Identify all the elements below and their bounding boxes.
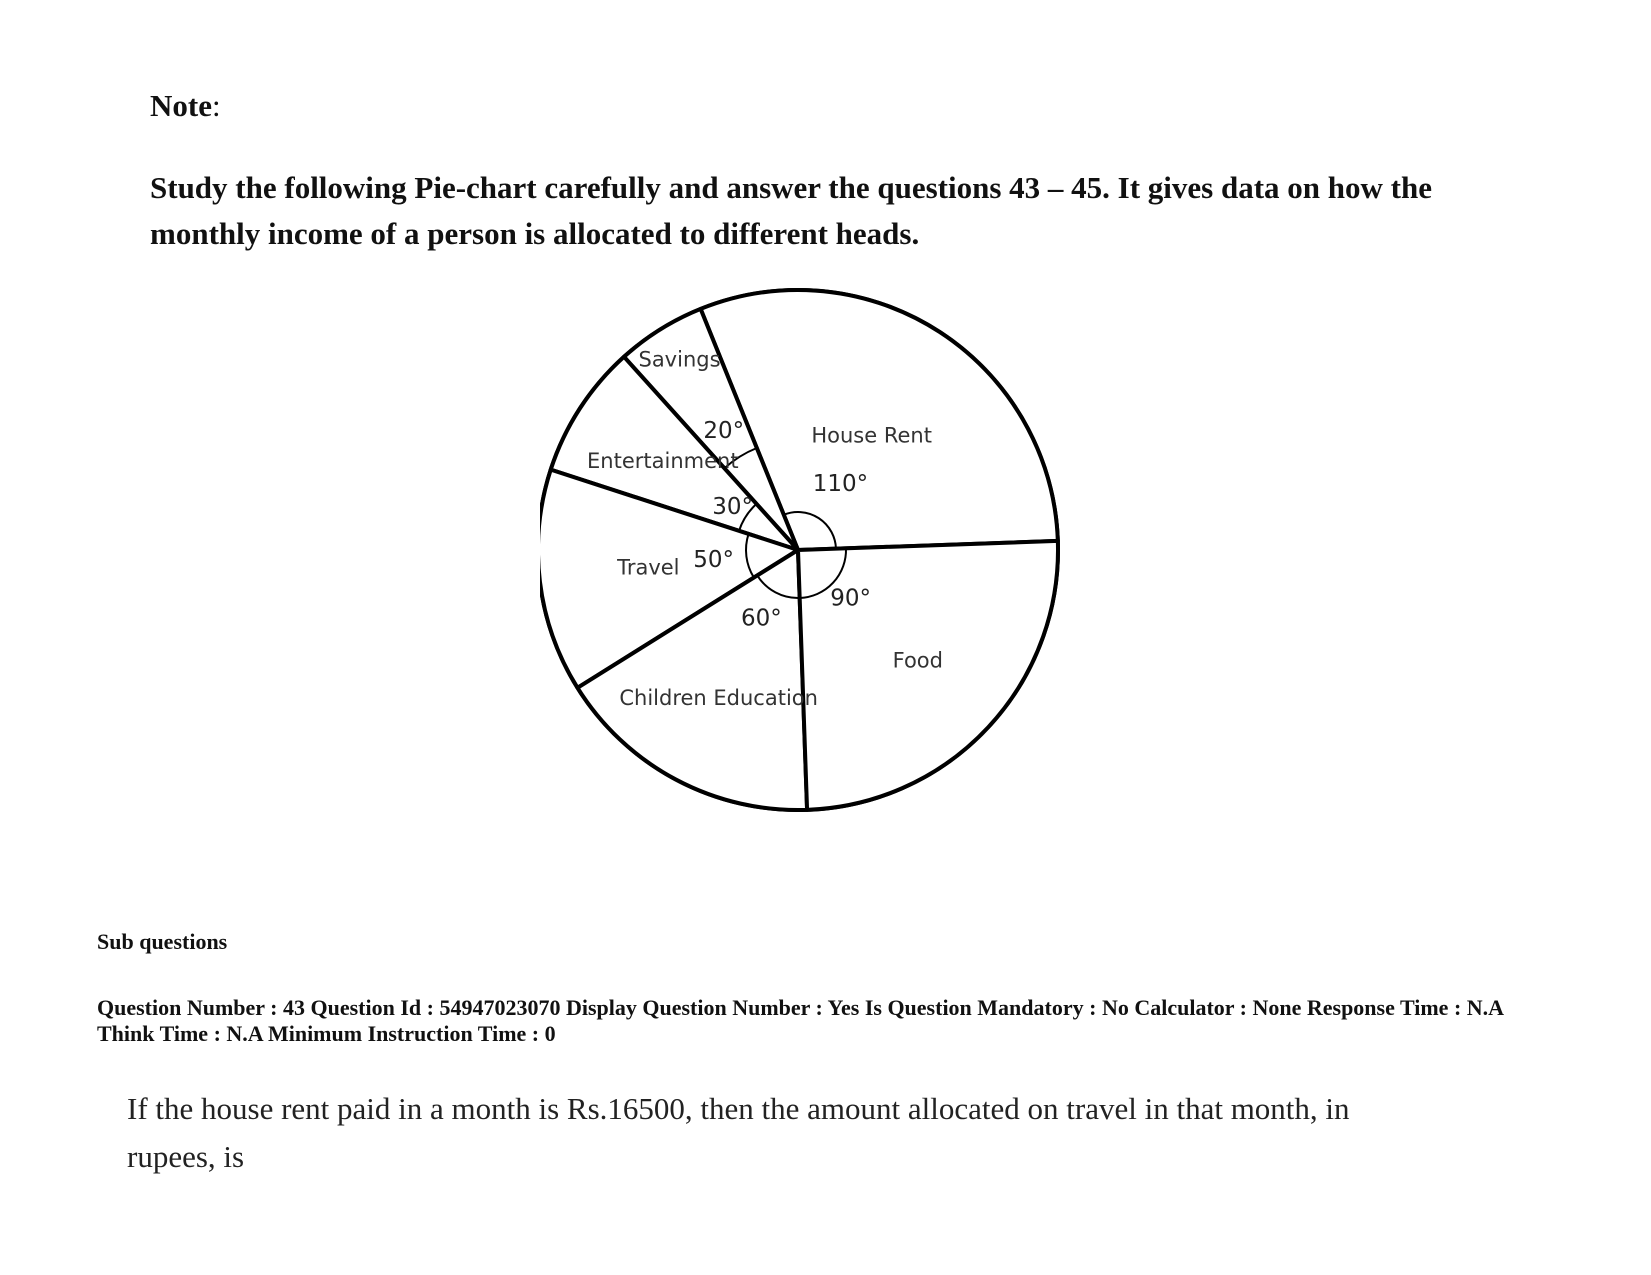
- slice-label-house-rent: House Rent: [811, 423, 932, 448]
- slice-label-savings: Savings: [638, 347, 721, 372]
- angle-label-children-education: 60°: [740, 605, 782, 632]
- angle-label-savings: 20°: [703, 417, 745, 444]
- note-heading: [150, 88, 221, 124]
- note-title-text: Note: [150, 88, 212, 123]
- note-colon: :: [211, 88, 221, 123]
- pie-slice-food: [798, 541, 1058, 810]
- angle-label-food: 90°: [830, 585, 872, 612]
- question-text: If the house rent paid in a month is Rs.16500, then the amount allocated on travel in that month, in rupees, is: [127, 1091, 1350, 1174]
- slice-label-food: Food: [892, 648, 943, 673]
- angle-label-entertainment: 30°: [712, 494, 753, 521]
- slice-label-children-education: Children Education: [619, 686, 818, 711]
- slice-label-entertainment: Entertainment: [587, 449, 739, 474]
- sub-questions-heading: Sub questions: [97, 929, 228, 954]
- angle-label-house-rent: 110°: [812, 471, 869, 498]
- note-instructions: Study the following Pie-chart carefully and answer the questions 43 – 45. It gives data on how the monthly income of a person is allocated to different heads.: [150, 170, 1432, 251]
- pie-chart: [540, 270, 1140, 890]
- angle-label-travel: 50°: [693, 546, 735, 573]
- question-meta: Question Number : 43 Question Id : 54947023070 Display Question Number : Yes Is Question Mandatory : No Calculator : None Response Time : N.A Think Time : N.A Minimum Instruction Time : 0: [97, 995, 1503, 1046]
- slice-label-travel: Travel: [617, 555, 680, 580]
- pie-slices: [540, 290, 1058, 810]
- pie-chart-svg: [540, 270, 1140, 890]
